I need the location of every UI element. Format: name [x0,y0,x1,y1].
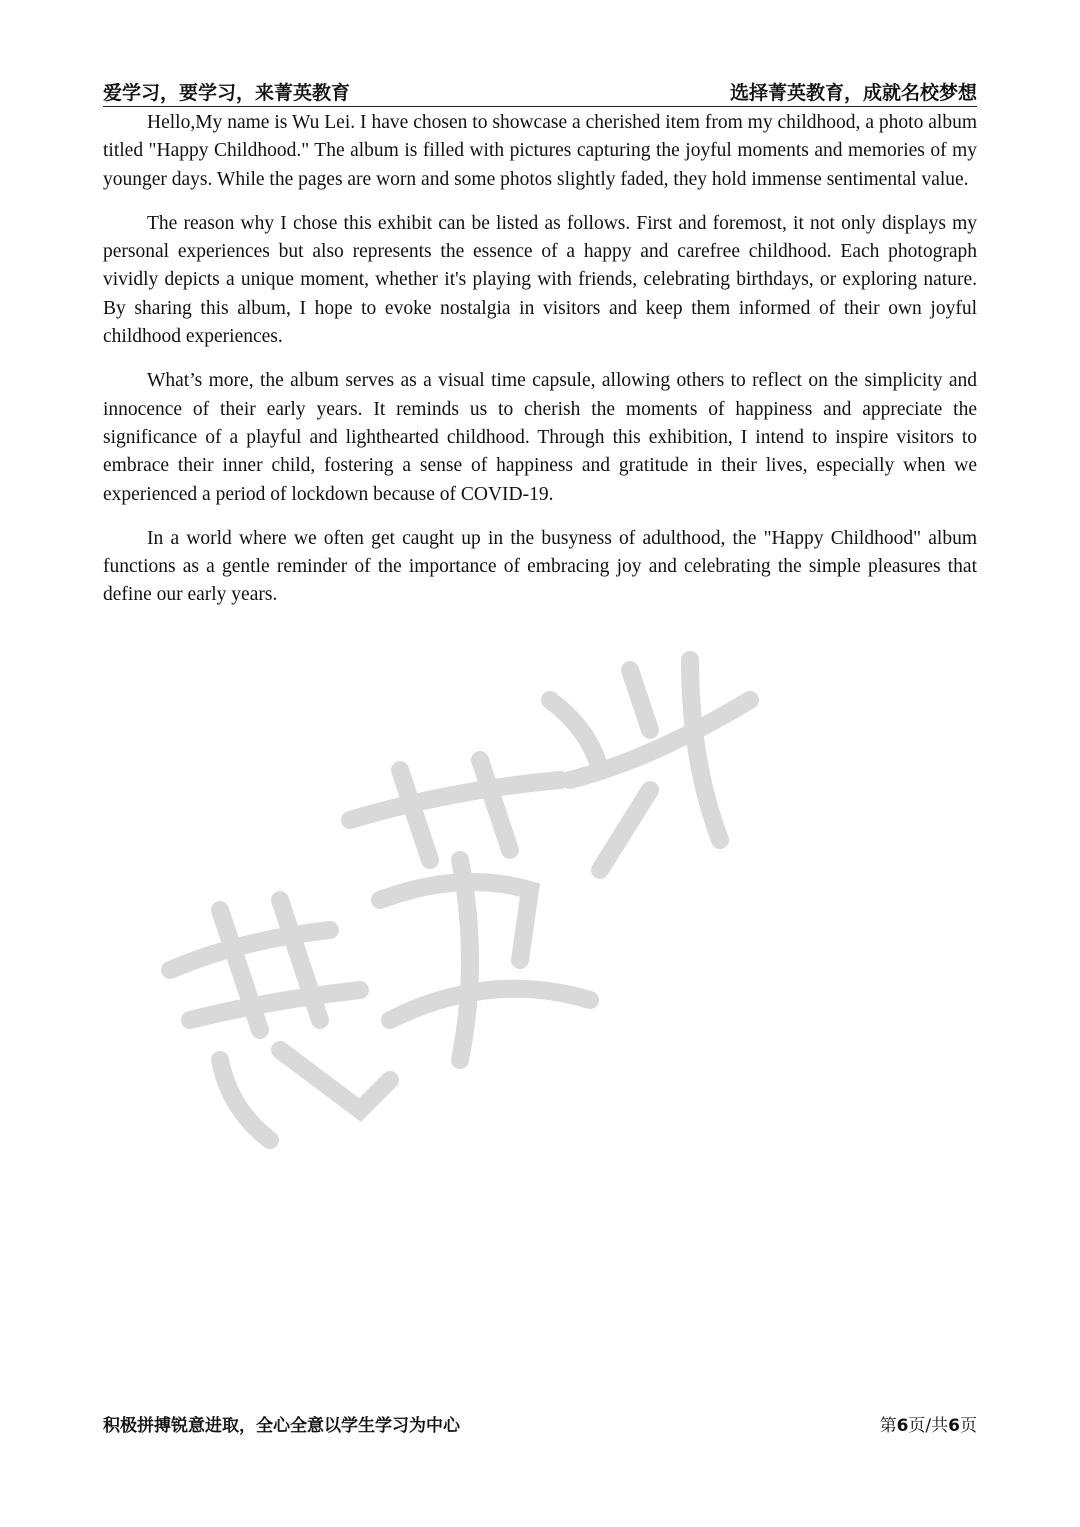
page-footer [103,1411,977,1439]
page-mid: 页/共 [908,1416,949,1436]
page-current: 6 [896,1416,909,1436]
page-prefix: 第 [879,1416,897,1436]
essay-body [103,109,977,626]
page-suffix: 页 [960,1416,977,1436]
paragraph-conclusion: In a world where we often get caught up in the busyness of adulthood, the "Happy Childhood" album functions as a gentle reminder of the importance of embracing joy and celebrating the simple pleasures that define our early years. [103,527,977,606]
paragraph-reason: The reason why I chose this exhibit can be listed as follows. First and foremost, it not only displays my personal experiences but also represents the essence of a happy and carefree childhood. Each photograph vividly depicts a unique moment, whether it's playing with friends, celebrating birthdays, or exploring nature. By sharing this album, I hope to evoke nostalgia in visitors and keep them informed of their own joyful childhood experiences. [103,212,977,348]
page-header [103,80,977,107]
header-slogan-right: 选择菁英教育，成就名校梦想 [729,82,977,104]
page-total: 6 [948,1416,960,1436]
footer-slogan: 积极拼搏锐意进取，全心全意以学生学习为中心 [103,1416,460,1436]
header-slogan-left: 爱学习，要学习，来菁英教育 [103,82,351,104]
page-number [880,1411,977,1436]
watermark-logo [130,640,810,1160]
paragraph-intro: Hello,My name is Wu Lei. I have chosen to showcase a cherished item from my childhood, a photo album titled "Happy Childhood." The album is filled with pictures capturing the joyful moments and memories of my younger days. While the pages are worn and some photos slightly faded, they hold immense sentimental value. [103,112,977,190]
paragraph-whats-more: What’s more, the album serves as a visual time capsule, allowing others to reflect on the simplicity and innocence of their early years. It reminds us to cherish the moments of happiness and appreciate the significance of a playful and lighthearted childhood. Through this exhibition, I intend to inspire visitors to embrace their inner child, fostering a sense of happiness and gratitude in their lives, especially when we experienced a period of lockdown because of COVID-19. [103,370,977,505]
